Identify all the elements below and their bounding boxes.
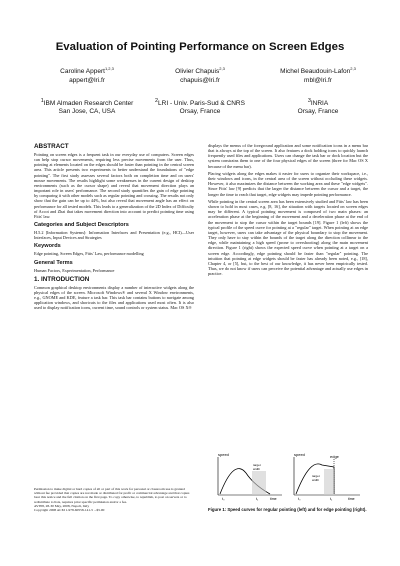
abstract-heading: ABSTRACT (34, 143, 69, 150)
paper-title: Evaluation of Pointing Performance on Screen Edges (55, 41, 345, 53)
author-email: mbl@lri.fr (304, 76, 332, 84)
t0-label-right: t₀ (298, 497, 301, 501)
affiliation-line1: LRI - Univ. Paris-Sud & CNRS (158, 100, 245, 108)
speed-label-right: speed (294, 453, 305, 457)
t1-label-left: t₁ (256, 497, 259, 501)
paragraph: displays the menus of the foreground application and some notification icons in a menu bar that is always at the top of the screen. It also features a dock holding icons to quickly launch frequently used files and applications. Users can change the task bar or dock location but the system constrains them to one of the four physical edges of the screen (three for Mac OS X because of the menu bar). (208, 143, 368, 169)
author-sup: 1,2,3 (104, 66, 114, 71)
width-label-left: width (253, 467, 261, 471)
target-label-right: target (312, 474, 320, 478)
target-zone-right (324, 469, 334, 495)
target-zone-left (252, 471, 266, 495)
time-label-left: time (270, 497, 277, 501)
affiliation-sup: 3 (307, 98, 311, 104)
affiliation-sup: 2 (155, 98, 159, 104)
categories-heading: Categories and Subject Descriptors (34, 222, 129, 229)
author-email: chapuis@lri.fr (180, 76, 220, 84)
t1-label-right: t₁ (330, 497, 333, 501)
author-email: appert@lri.fr (69, 76, 105, 84)
width-label-right: width (312, 478, 320, 482)
affiliation-line1: IBM Almaden Research Center (43, 100, 134, 108)
author-sup: 2,3 (350, 66, 356, 71)
general-terms-heading: General Terms (34, 259, 73, 266)
keywords-heading: Keywords (34, 243, 61, 250)
left-column (34, 143, 194, 313)
abstract-text: Pointing on screen edges is a frequent task in our everyday use of computers. Screen edges can help stop cursor movements, requiring less precise movements from the user. Thus, pointing at elements located on the edges should be faster than pointing in the central screen area. This article presents two experiments to better understand the foundations of "edge pointing". The first study assesses several factors both on completion time and on users' mouse movements. The results highlight some weaknesses in the current design of desktop environments (such as the cursor shape) and reveal that movement direction plays an important role in users' performance. The second study quantifies the gain of edge pointing by comparing it with other models such as regular pointing and crossing. The results not only show that the gain can be up to 44%, but also reveal that movement angle has an effect on performance for all tested models. This leads to a generalization of the 2D Index of Difficulty of Accot and Zhai that takes movement direction into account to predict pointing time using Fitts' law. (34, 152, 194, 219)
author-1 (32, 65, 142, 85)
affiliation-3 (258, 97, 378, 116)
affiliation-line2: Orsay, France (297, 108, 339, 116)
author-sup: 2,3 (219, 66, 225, 71)
categories-text: H.5.2 [Information Systems]: Information Interfaces and Presentation (e.g., HCI)—User Interfaces, Input Devices and Strategies (34, 230, 194, 241)
author-name: Olivier Chapuis (175, 68, 220, 76)
time-label-right: time (348, 497, 355, 501)
author-3 (258, 65, 378, 85)
affiliation-1 (27, 97, 147, 116)
t0-label-left: t₀ (222, 497, 225, 501)
author-name: Michel Beaudouin-Lafon (280, 68, 351, 76)
speed-label-left: speed (218, 453, 229, 457)
keywords-text: Edge pointing, Screen Edges, Fitts' Law, performance modelling (34, 251, 144, 257)
affiliation-2 (140, 97, 260, 116)
paragraph: Placing widgets along the edges makes it easier for users to organize their workspace, i.e., their windows and icons, in the central area of the screen without occluding these widgets. However, it also maximizes the distance between the working area and these "edge widgets". Since Fitts' law [9] predicts that the larger the distance between the cursor and a target, the longer the time to reach that target, edge widgets may impede pointing performance. (208, 170, 368, 197)
edge-label: edge (330, 454, 339, 459)
affiliation-sup: 1 (40, 98, 44, 104)
general-terms-text: Human Factors, Experimentation, Performance (34, 267, 115, 273)
figure-caption: Figure 1: Speed curves for regular pointing (left) and for edge pointing (right). (208, 507, 367, 512)
affiliation-line2: Orsay, France (179, 108, 221, 116)
affiliation-line2: San Jose, CA, USA (58, 108, 116, 116)
paragraph: While pointing in the central screen area has been extensively studied and Fitts' law has been shown to hold in most cases, e.g. [8, 16], the situation with targets located on screen edges may be different. A typical pointing movement is composed of two main phases: an acceleration phase at the beginning of the movement and a deceleration phase at the end of the movement to stop the cursor within the target bounds [19]. Figure 1 (left) shows the typical profile of the speed curve for pointing at a "regular" target. When pointing at an edge target, however, users can take advantage of the physical boundary to stop the movement. They only have to stay within the bounds of the target along the direction collinear to the edge, while maintaining a high speed (prone to overshooting) along the main movement direction. Figure 1 (right) shows the expected speed curve when pointing at a target on a screen edge. Accordingly, edge pointing should be faster than "regular" pointing. The intuition that pointing at edge widgets should be faster has already been noted, e.g., [18], Chapter 4, or [5], but, to the best of our knowledge, it has never been empirically tested. Thus, we do not know if users can perceive the potential advantage and actually use edges in practice. (208, 198, 368, 277)
author-2 (145, 65, 255, 85)
author-name: Caroline Appert (60, 68, 105, 76)
right-column (208, 143, 368, 278)
intro-text: Common graphical desktop environments display a number of interactive widgets along the physical edges of the screen. Microsoft Windows® and several X Window environments, e.g., GNOME and KDE, feature a task bar. This task bar contains buttons to navigate among application windows, and shortcuts to the files and applications used most often. It is also used to display notification icons, current time, sound controls or system status. Mac OS X® (34, 284, 194, 311)
permission-notice: Permission to make digital or hard copies of all or part of this work for personal or classroom use is granted without fee provided that copies are not made or distributed for profit or commercial advantage and that copies bear this notice and the full citation on the first page. To copy otherwise, to republish, to post on servers or to redistribute to lists, requires prior specific permission and/or a fee. AVI'08, 28-30 May, 2008, Napoli, Italy Copyright 2008 ACM 1-978-60558-141-5 ...$5.00 (34, 487, 190, 513)
speed-curves-figure (212, 453, 366, 501)
intro-heading: 1. INTRODUCTION (34, 275, 90, 283)
target-label-left: target (253, 463, 261, 467)
affiliation-line1: INRIA (310, 100, 329, 108)
